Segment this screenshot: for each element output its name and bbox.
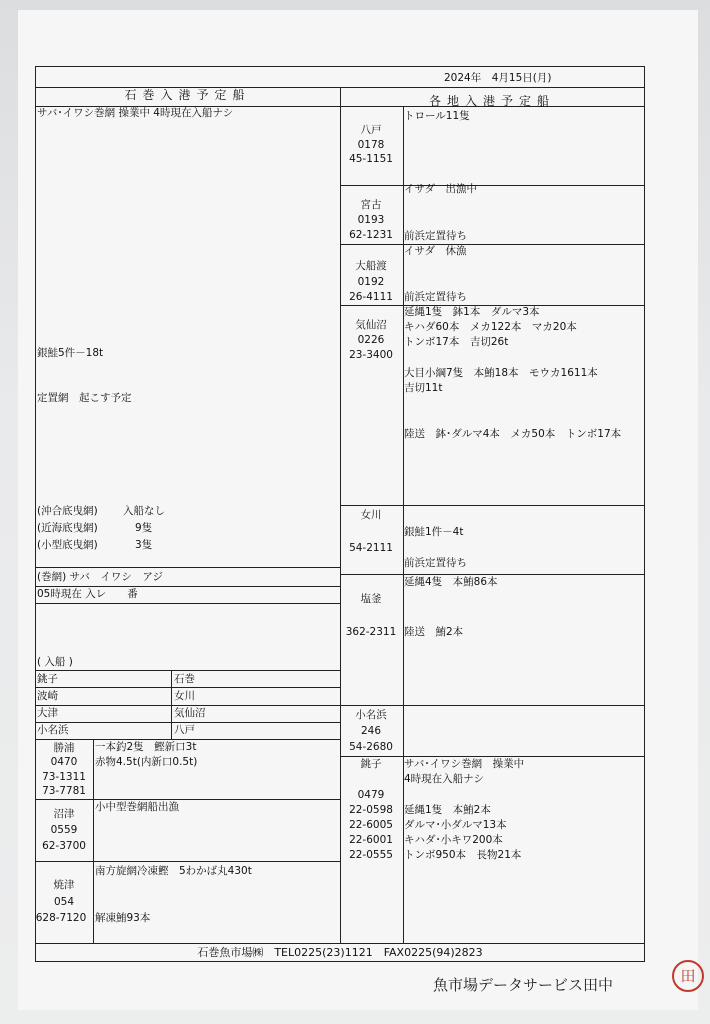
makiami-label: (巻網) サバ イワシ アジ bbox=[37, 571, 163, 583]
port-tel: 62-1231 bbox=[349, 229, 393, 241]
port-tel: 0470 bbox=[50, 756, 78, 768]
footer-contact: 石巻魚市場㈱ TEL0225(23)1121 FAX0225(94)2823 bbox=[197, 946, 483, 959]
makiami-time: 05時現在 入レ 番 bbox=[37, 588, 138, 600]
port-tel: 246 bbox=[360, 725, 382, 737]
signature: 魚市場データサービス田中 bbox=[433, 976, 614, 994]
port-note: 延縄1隻 鉢1本 ダルマ3本 bbox=[404, 306, 540, 318]
trawl-value: 9隻 bbox=[135, 522, 153, 534]
port-name: 塩釜 bbox=[360, 593, 382, 605]
trawl-label: (沖合底曳網) bbox=[37, 505, 98, 517]
port-tel: 62-3700 bbox=[42, 840, 86, 852]
port-note: キハダ･小キワ200本 bbox=[404, 834, 503, 846]
port-name: 銚子 bbox=[360, 758, 382, 770]
port-name: 沼津 bbox=[53, 808, 75, 820]
trawl-label: (小型底曳網) bbox=[37, 539, 98, 551]
port-note: 解凍鮪93本 bbox=[95, 912, 151, 924]
port-tel: 22-0555 bbox=[349, 849, 393, 861]
port-name: 大船渡 bbox=[355, 260, 387, 272]
port-tel: 362-2311 bbox=[345, 626, 397, 638]
port-tel: 26-4111 bbox=[349, 291, 393, 303]
seal-stamp: 田 bbox=[672, 960, 704, 992]
port-note: トンボ17本 吉切26t bbox=[404, 336, 509, 348]
port-note: 延縄1隻 本鮪2本 bbox=[404, 804, 491, 816]
port-tel: 628-7120 bbox=[35, 912, 87, 924]
port-name: 勝浦 bbox=[53, 742, 75, 754]
port-note: 延縄4隻 本鮪86本 bbox=[404, 576, 498, 588]
port-name: 八戸 bbox=[360, 124, 382, 136]
port-tel: 54-2680 bbox=[349, 741, 393, 753]
port-note: 赤物4.5t(内新口0.5t) bbox=[95, 756, 198, 768]
port-note: 小中型巻網船出漁 bbox=[95, 801, 179, 813]
port-note: 陸送 鉢･ダルマ4本 メカ50本 トンボ17本 bbox=[404, 428, 622, 440]
port-note: 陸送 鮪2本 bbox=[404, 626, 464, 638]
report-date: 2024年 4月15日(月) bbox=[444, 72, 552, 84]
port-note: 前浜定置待ち bbox=[404, 291, 467, 303]
port-name: 女川 bbox=[174, 690, 195, 702]
port-tel: 23-3400 bbox=[349, 349, 393, 361]
port-name: 大津 bbox=[37, 707, 58, 719]
port-name: 宮古 bbox=[360, 199, 382, 211]
port-name: 石巻 bbox=[174, 673, 195, 685]
port-tel: 73-7781 bbox=[42, 785, 86, 797]
port-note: サバ･イワシ巻網 操業中 bbox=[404, 758, 525, 770]
port-tel: 0479 bbox=[357, 789, 385, 801]
port-tel: 22-6001 bbox=[349, 834, 393, 846]
silver-salmon-note: 銀鮭5件－18t bbox=[37, 347, 104, 359]
port-note: キハダ60本 メカ122本 マカ20本 bbox=[404, 321, 577, 333]
port-note: 4時現在入船ナシ bbox=[404, 773, 484, 785]
other-ports-header: 各地入港予定船 bbox=[428, 94, 555, 108]
port-tel: 22-6005 bbox=[349, 819, 393, 831]
port-tel: 054 bbox=[53, 896, 75, 908]
port-name: 波崎 bbox=[37, 690, 58, 702]
ishinomaki-header: 石巻入港予定船 bbox=[124, 88, 251, 102]
port-tel: 0178 bbox=[357, 139, 385, 151]
port-note: イサダ 出漁中 bbox=[404, 183, 477, 195]
port-name: 八戸 bbox=[174, 724, 195, 736]
port-note: 前浜定置待ち bbox=[404, 557, 467, 569]
port-note: 南方旋網冷凍鰹 5わかば丸430t bbox=[95, 865, 252, 877]
port-name: 小名浜 bbox=[37, 724, 69, 736]
port-name: 女川 bbox=[360, 509, 382, 521]
arrival-label: ( 入船 ) bbox=[37, 656, 73, 668]
trawl-label: (近海底曳網) bbox=[37, 522, 98, 534]
port-name: 小名浜 bbox=[355, 709, 387, 721]
port-tel: 22-0598 bbox=[349, 804, 393, 816]
port-tel: 0559 bbox=[50, 824, 78, 836]
port-name: 焼津 bbox=[53, 879, 75, 891]
port-note: トンボ950本 長物21本 bbox=[404, 849, 522, 861]
port-note: 大目小綱7隻 本鮪18本 モウカ1611本 bbox=[404, 367, 598, 379]
port-note: 前浜定置待ち bbox=[404, 230, 467, 242]
purse-seine-note: サバ･イワシ巻網 操業中 4時現在入船ナシ bbox=[37, 107, 234, 119]
port-note: トロール11隻 bbox=[404, 110, 470, 122]
port-note: ダルマ･小ダルマ13本 bbox=[404, 819, 507, 831]
port-note: 銀鮭1件－4t bbox=[404, 526, 464, 538]
port-note: 吉切11t bbox=[404, 382, 443, 394]
port-name: 気仙沼 bbox=[355, 319, 387, 331]
port-tel: 0226 bbox=[357, 334, 385, 346]
port-tel: 45-1151 bbox=[349, 153, 393, 165]
trawl-value: 入船なし bbox=[123, 505, 165, 517]
port-note: 一本釣2隻 鰹新口3t bbox=[95, 741, 197, 753]
port-tel: 73-1311 bbox=[42, 771, 86, 783]
port-note: イサダ 休漁 bbox=[404, 245, 467, 257]
port-tel: 0193 bbox=[357, 214, 385, 226]
port-name: 銚子 bbox=[37, 673, 58, 685]
setnet-note: 定置網 起こす予定 bbox=[37, 392, 132, 404]
port-name: 気仙沼 bbox=[174, 707, 206, 719]
trawl-value: 3隻 bbox=[135, 539, 153, 551]
port-tel: 0192 bbox=[357, 276, 385, 288]
port-tel: 54-2111 bbox=[349, 542, 393, 554]
